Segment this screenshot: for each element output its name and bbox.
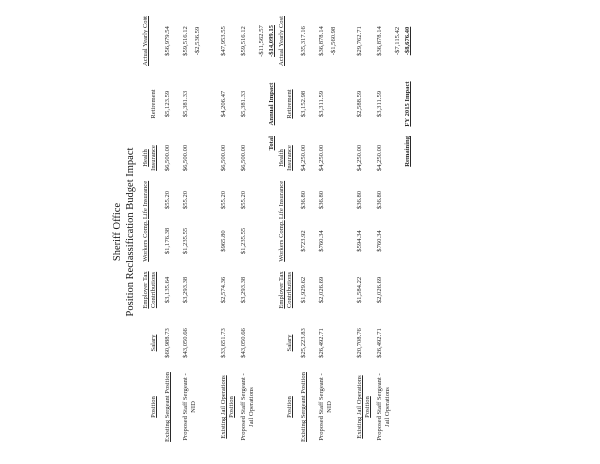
header-health-insurance: Health Insurance	[142, 145, 157, 171]
salary: $60,988.73	[164, 328, 171, 358]
header-actual-yearly-cost: Actual Yearly Cost	[278, 16, 285, 66]
employer-tax: $2,026.69	[318, 276, 325, 304]
position-name: Existing Sergeant Position	[300, 372, 307, 442]
health-insurance: $6,500.00	[240, 144, 247, 172]
actual-yearly-cost: $59,516.12	[240, 26, 247, 56]
fy-impact-value: -$8,676.40	[404, 26, 411, 56]
actual-yearly-cost: $59,516.12	[182, 26, 189, 56]
actual-yearly-cost: $36,878.14	[376, 26, 383, 56]
total-row	[404, 0, 428, 464]
workers-comp: $1,235.55	[182, 227, 189, 255]
retirement: $3,311.59	[376, 90, 383, 118]
actual-yearly-cost: $35,317.16	[300, 26, 307, 56]
position-name: Proposed Staff Sergeant - NID	[318, 373, 333, 441]
salary: $25,223.83	[300, 328, 307, 358]
header-employer-tax: Employer Tax Contributions	[142, 271, 157, 309]
difference-value: -$11,562.57	[258, 25, 265, 57]
total-label: Total	[268, 136, 275, 151]
salary: $43,050.66	[182, 328, 189, 358]
workers-comp: $594.34	[356, 230, 363, 252]
table-header-row	[142, 0, 166, 464]
life-insurance: $55.20	[240, 190, 247, 210]
salary: $26,492.71	[376, 328, 383, 358]
table-header-row	[278, 0, 302, 464]
header-actual-yearly-cost: Actual Yearly Cost	[142, 16, 149, 66]
workers-comp: $1,176.38	[164, 227, 171, 255]
salary: $26,492.71	[318, 328, 325, 358]
retirement: $3,311.59	[318, 90, 325, 118]
total-impact-value: -$14,099.15	[268, 25, 275, 57]
workers-comp: $760.34	[318, 230, 325, 252]
header-health-insurance: Health Insurance	[278, 145, 293, 171]
position-name: Existing Jail Operations Position	[356, 375, 371, 439]
header-retirement: Retirement	[286, 89, 293, 119]
employer-tax: $1,929.62	[300, 276, 307, 304]
header-employer-tax: Employer Tax Contributions	[278, 271, 293, 309]
difference-row	[330, 0, 354, 464]
workers-comp: $723.92	[300, 230, 307, 252]
difference-value: -$7,115.42	[394, 26, 401, 56]
life-insurance: $36.80	[318, 190, 325, 210]
life-insurance: $36.80	[300, 190, 307, 210]
employer-tax: $3,293.38	[240, 276, 247, 304]
office-title: Sheriff Office	[112, 202, 123, 262]
position-name: Proposed Staff Sergeant - Jail Operations	[240, 373, 255, 441]
life-insurance: $55.20	[182, 190, 189, 210]
header-workers-comp: Workers Comp.	[142, 220, 149, 262]
health-insurance: $4,250.00	[356, 144, 363, 172]
employer-tax: $2,026.69	[376, 276, 383, 304]
salary: $43,050.66	[240, 328, 247, 358]
employer-tax: $2,574.36	[220, 276, 227, 304]
header-salary: Salary	[150, 334, 157, 352]
actual-yearly-cost: $56,979.54	[164, 26, 171, 56]
difference-value: -$1,560.98	[330, 26, 337, 56]
health-insurance: $6,500.00	[164, 144, 171, 172]
position-name: Proposed Staff Sergeant - Jail Operations	[376, 373, 391, 441]
actual-yearly-cost: $47,953.55	[220, 26, 227, 56]
total-impact-label: Annual Impact	[268, 82, 275, 126]
header-life-insurance: Life Insurance	[142, 180, 149, 220]
life-insurance: $36.80	[376, 190, 383, 210]
header-salary: Salary	[286, 334, 293, 352]
actual-yearly-cost: $29,762.71	[356, 26, 363, 56]
employer-tax: $3,293.38	[182, 276, 189, 304]
life-insurance: $36.80	[356, 190, 363, 210]
life-insurance: $55.20	[220, 190, 227, 210]
report-title: Position Reclassification Budget Impact	[125, 147, 136, 317]
salary: $33,651.73	[220, 328, 227, 358]
retirement: $4,206.47	[220, 90, 227, 118]
health-insurance: $6,500.00	[182, 144, 189, 172]
difference-value: -$2,536.59	[194, 26, 201, 56]
retirement: $3,152.98	[300, 90, 307, 118]
workers-comp: $1,235.55	[240, 227, 247, 255]
difference-row	[194, 0, 218, 464]
header-life-insurance: Life Insurance	[278, 180, 285, 220]
header-workers-comp: Workers Comp.	[278, 220, 285, 262]
retirement: $2,588.59	[356, 90, 363, 118]
position-name: Existing Jail Operations Position	[220, 375, 235, 439]
workers-comp: $760.34	[376, 230, 383, 252]
remaining-label: Remaining	[404, 136, 411, 167]
health-insurance: $4,250.00	[300, 144, 307, 172]
health-insurance: $4,250.00	[318, 144, 325, 172]
header-position: Position	[150, 396, 157, 418]
header-position: Position	[286, 396, 293, 418]
salary: $20,708.76	[356, 328, 363, 358]
position-name: Existing Sergeant Position	[164, 372, 171, 442]
retirement: $5,381.33	[182, 90, 189, 118]
header-retirement: Retirement	[150, 89, 157, 119]
life-insurance: $55.20	[164, 190, 171, 210]
health-insurance: $4,250.00	[376, 144, 383, 172]
position-name: Proposed Staff Sergeant - NID	[182, 373, 197, 441]
retirement: $5,381.33	[240, 90, 247, 118]
employer-tax: $3,135.64	[164, 276, 171, 304]
actual-yearly-cost: $36,878.14	[318, 26, 325, 56]
workers-comp: $965.80	[220, 230, 227, 252]
retirement: $5,123.59	[164, 90, 171, 118]
fy-impact-label: FY 2015 Impact	[404, 81, 411, 127]
employer-tax: $1,584.22	[356, 276, 363, 304]
health-insurance: $6,500.00	[220, 144, 227, 172]
